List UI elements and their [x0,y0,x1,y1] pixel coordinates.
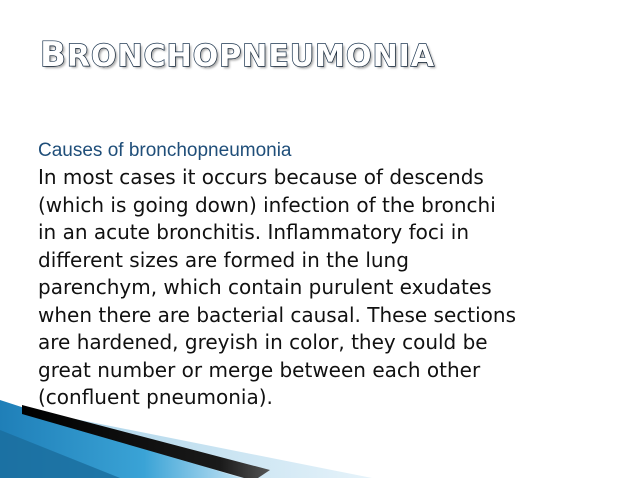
slide-title-initial: B [40,35,67,75]
body-line: when there are bacterial causal. These sections [38,302,516,327]
body-line: great number or merge between each other [38,357,481,382]
body-line: (confluent pneumonia). [38,385,273,409]
body-line: different sizes are formed in the lung [38,247,409,272]
body-line: (which is going down) infection of the bronchi [38,192,496,217]
body-line: in an acute bronchitis. Inflammatory foci in [38,220,470,244]
body-line: are hardened, greyish in color, they could be [38,330,488,354]
slide-subtitle: Causes of bronchopneumonia [38,140,292,161]
slide-title-rest: RONCHOPNEUMONIA [66,39,436,74]
body-line: In most cases it occurs because of descends [38,165,484,189]
body-line: parenchym, which contain purulent exudates [38,275,492,299]
